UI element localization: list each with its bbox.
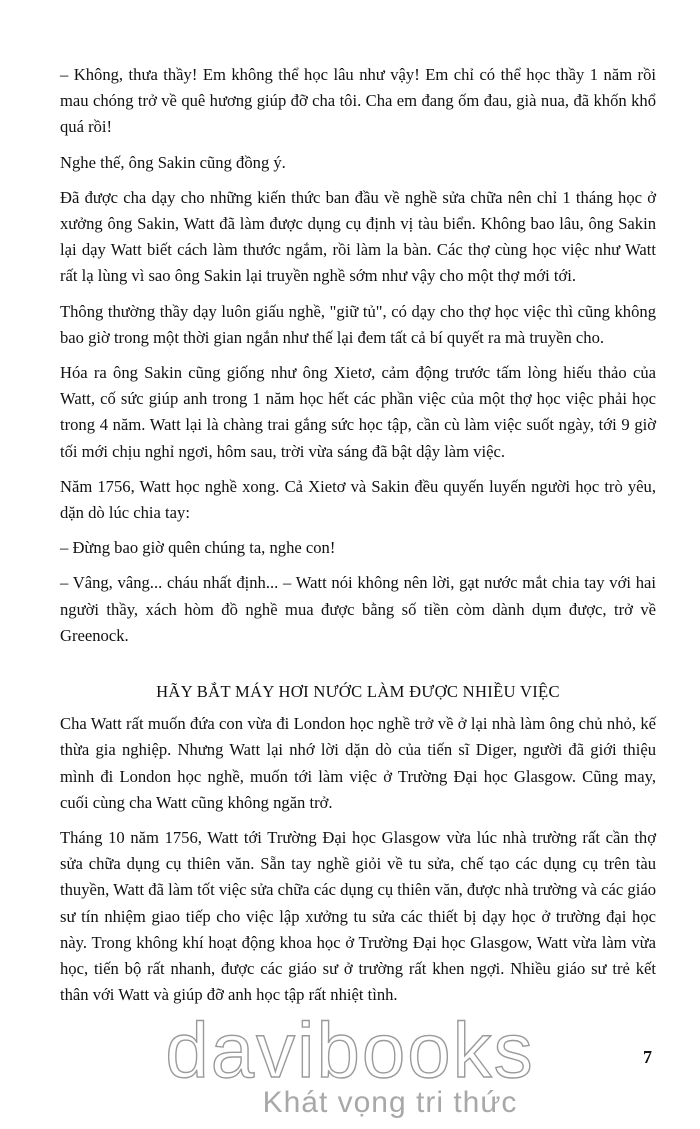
- paragraph: Năm 1756, Watt học nghề xong. Cả Xietơ và Sakin đều quyến luyến người học trò yêu, dặn dò lúc chia tay:: [60, 476, 656, 523]
- dialogue-line: – Vâng, vâng... cháu nhất định... – Watt nói không nên lời, gạt nước mắt chia tay với hai người thầy, xách hòm đồ nghề mua được bằng số tiền còm dành dụm được, trở về Greenock.: [60, 573, 656, 645]
- watermark-brand: davibooks: [165, 1006, 535, 1094]
- body-text: [60, 62, 656, 1018]
- section-heading: HÃY BẮT MÁY HƠI NƯỚC LÀM ĐƯỢC NHIỀU VIỆC: [156, 682, 560, 702]
- paragraph: Hóa ra ông Sakin cũng giống như ông Xietơ, cảm động trước tấm lòng hiếu thảo của Watt, cố sức giúp anh trong 1 năm học hết các phần việc của một thợ học việc phải học trong 4 năm. Watt lại là chàng trai gắng sức học tập, cần cù làm việc suốt ngày, tới 9 giờ tối mới chịu nghỉ ngơi, hôm sau, trời vừa sáng đã bật dậy làm việc.: [60, 363, 656, 461]
- page-number: 7: [643, 1047, 652, 1067]
- paragraph: Cha Watt rất muốn đứa con vừa đi London học nghề trở về ở lại nhà làm ông chủ nhỏ, kế thừa gia nghiệp. Nhưng Watt lại nhớ lời dặn dò của tiến sĩ Diger, người đã giới thiệu mình đi London học nghề, muốn tới làm việc ở Trường Đại học Glasgow. Cũng may, cuối cùng cha Watt cũng không ngăn trở.: [60, 714, 656, 812]
- paragraph: Đã được cha dạy cho những kiến thức ban đầu về nghề sửa chữa nên chỉ 1 tháng học ở xưởng ông Sakin, Watt đã làm được dụng cụ định vị tàu biển. Không bao lâu, ông Sakin lại dạy Watt biết cách làm thước ngắm, rồi làm la bàn. Các thợ cùng học việc như Watt rất lạ lùng vì sao ông Sakin lại truyền nghề sớm như vậy cho một thợ mới tới.: [60, 187, 656, 286]
- paragraph: Thông thường thầy dạy luôn giấu nghề, "giữ tủ", có dạy cho thợ học việc thì cũng không bao giờ trong một thời gian ngắn như thế lại đem tất cả bí quyết ra mà truyền cho.: [60, 301, 656, 347]
- paragraph: – Không, thưa thầy! Em không thể học lâu như vậy! Em chỉ có thể học thầy 1 năm rồi mau chóng trở về quê hương giúp đỡ cha tôi. Cha em đang ốm đau, già nua, đã khốn khổ quá rồi!: [60, 65, 656, 137]
- paragraph: Tháng 10 năm 1756, Watt tới Trường Đại học Glasgow vừa lúc nhà trường rất cần thợ sửa chữa dụng cụ thiên văn. Sẵn tay nghề giỏi về tu sửa, chế tạo các dụng cụ trên tàu thuyền, Watt đã làm tốt việc sửa chữa các dụng cụ thiên văn, được nhà trường và các giáo sư tín nhiệm giao tiếp cho việc lập xưởng tu sửa các thiết bị dạy học ở trường đại học này. Trong không khí hoạt động khoa học ở Trường Đại học Glasgow, Watt vừa làm vừa học, tiến bộ rất nhanh, được các giáo sư ở trường rất khen ngợi. Nhiều giáo sư trẻ kết thân với Watt và giúp đỡ anh học tập rất nhiệt tình.: [60, 828, 656, 1005]
- dialogue-line: – Đừng bao giờ quên chúng ta, nghe con!: [60, 538, 336, 558]
- watermark-slogan: Khát vọng tri thức: [262, 1086, 518, 1119]
- paragraph: Nghe thế, ông Sakin cũng đồng ý.: [60, 152, 286, 172]
